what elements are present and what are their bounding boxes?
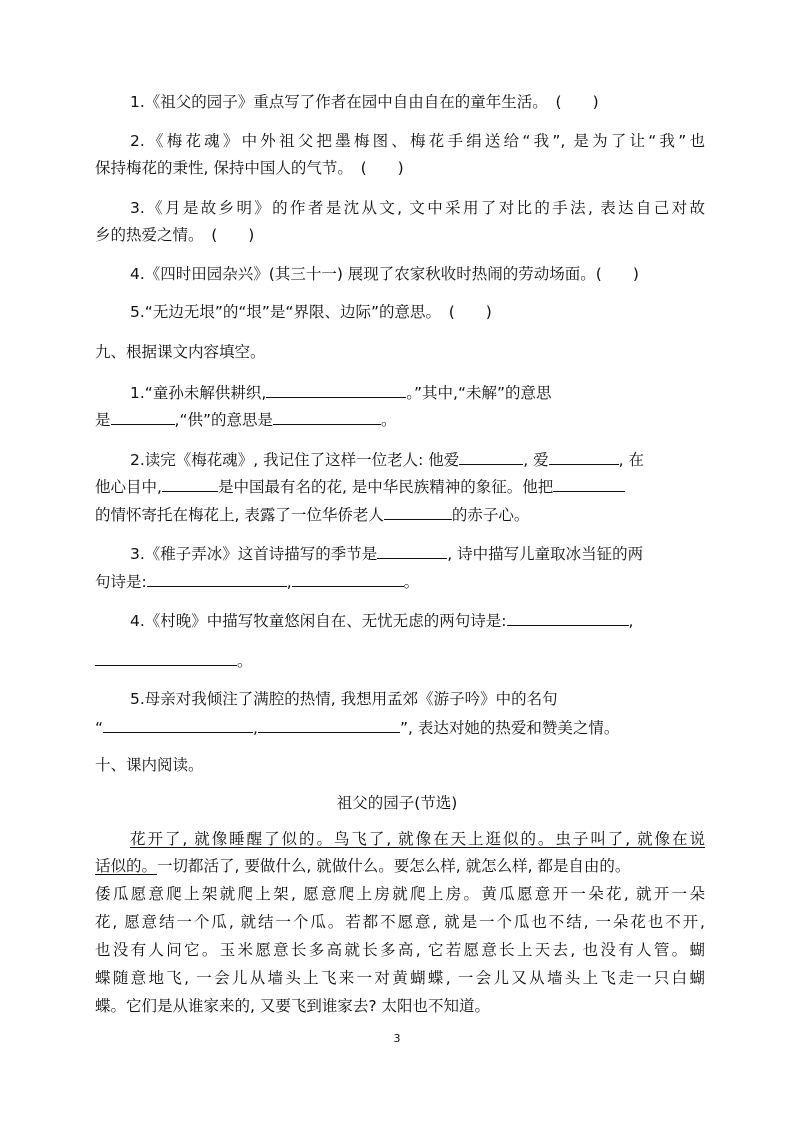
answer-blank[interactable]: [111, 408, 175, 425]
passage-title: 祖父的园子(节选): [336, 794, 458, 812]
page-number: 3: [393, 1032, 401, 1045]
fill-question-4-line2: [95, 649, 705, 671]
fill-text: 的赤子心。: [451, 506, 530, 524]
passage-text: 一切都活了, 要做什么, 就做什么。要怎么样, 就怎么样, 都是自由的。: [157, 857, 631, 875]
fill-question-1-line1: [130, 381, 705, 403]
judge-question-5: 5.“无边无垠”的“垠”是“界限、边际”的意思。 ( ): [130, 303, 492, 321]
judge-question-3-line2: 乡的热爱之情。 ( ): [95, 226, 255, 244]
fill-text: ,: [628, 612, 634, 630]
judge-question-1: 1.《祖父的园子》重点写了作者在园中自由自在的童年生活。 ( ): [130, 93, 599, 111]
fill-text: , 爱: [523, 451, 549, 469]
passage-line-4: 花, 愿意结一个瓜, 就结一个瓜。若都不愿意, 就是一个瓜也不结, 一朵花也不开,: [95, 913, 705, 931]
passage-line-2: [95, 856, 705, 876]
passage-line-7: 蝶。它们是从谁家来的, 又要飞到谁家去? 太阳也不知道。: [95, 997, 491, 1015]
fill-question-1-line2: [95, 408, 705, 430]
fill-text: 是中国最有名的花, 是中华民族精神的象征。他把: [217, 478, 554, 496]
answer-blank[interactable]: [377, 542, 447, 559]
passage-line-1: [130, 829, 705, 849]
fill-text: 他心目中,: [95, 478, 162, 496]
fill-question-2-line1: [130, 448, 705, 470]
passage-line-6: 蝶随意地飞, 一会儿从墙头上飞来一对黄蝴蝶, 一会儿又从墙头上飞走一只白蝴: [95, 969, 705, 987]
fill-question-4-line1: [130, 609, 705, 631]
fill-text: 1.“童孙未解供耕织,: [130, 384, 267, 402]
answer-blank[interactable]: [95, 649, 237, 666]
fill-text: , 在: [618, 451, 645, 469]
answer-blank[interactable]: [103, 716, 253, 733]
answer-blank[interactable]: [549, 448, 619, 465]
passage-underlined: 话似的。: [95, 857, 158, 875]
section-10-heading: 十、课内阅读。: [95, 756, 204, 774]
fill-question-2-line3: [95, 503, 705, 525]
fill-text: 。”其中,“未解”的意思: [406, 384, 552, 402]
fill-text: 3.《稚子弄冰》这首诗描写的季节是: [130, 545, 378, 563]
fill-question-5-line1: 5.母亲对我倾注了满腔的热情, 我想用孟郊《游子吟》中的名句: [130, 690, 558, 708]
answer-blank[interactable]: [553, 475, 625, 492]
fill-text: , 诗中描写儿童取冰当钲的两: [447, 545, 644, 563]
fill-text: 2.读完《梅花魂》, 我记住了这样一位老人: 他爱: [130, 451, 460, 469]
answer-blank[interactable]: [162, 475, 218, 492]
fill-text: 是: [95, 411, 111, 429]
fill-text: ,: [286, 573, 292, 591]
fill-text: ”, 表达对她的热爱和赞美之情。: [399, 719, 620, 737]
fill-text: 。: [403, 573, 420, 591]
answer-blank[interactable]: [384, 503, 452, 520]
judge-question-2-line2: 保持梅花的秉性, 保持中国人的气节。 ( ): [95, 159, 404, 177]
fill-text: ,“供”的意思是: [174, 411, 274, 429]
fill-text: ,: [253, 719, 258, 737]
judge-question-3-line1: 3.《月是故乡明》的作者是沈从文, 文中采用了对比的手法, 表达自己对故: [130, 199, 705, 217]
answer-blank[interactable]: [147, 570, 287, 587]
fill-text: 句诗是:: [95, 573, 147, 591]
fill-text: 。: [381, 411, 397, 429]
answer-blank[interactable]: [273, 408, 381, 425]
fill-text: “: [95, 719, 104, 737]
fill-question-2-line2: [95, 475, 705, 497]
fill-question-5-line2: [95, 716, 705, 738]
judge-question-4: 4.《四时田园杂兴》(其三十一) 展现了农家秋收时热闹的劳动场面。( ): [130, 265, 639, 283]
fill-text: 的情怀寄托在梅花上, 表露了一位华侨老人: [95, 506, 384, 524]
fill-question-3-line1: [130, 542, 705, 564]
fill-text: 4.《村晚》中描写牧童悠闲自在、无忧无虑的两句诗是:: [130, 612, 507, 630]
passage-line-5: 也没有人问它。玉米愿意长多高就长多高, 它若愿意长上天去, 也没有人管。蝴: [95, 941, 705, 959]
answer-blank[interactable]: [266, 381, 406, 398]
judge-question-2-line1: 2.《梅花魂》中外祖父把墨梅图、梅花手绢送给“我”, 是为了让“我”也: [130, 132, 705, 150]
passage-underlined: 花开了, 就像睡醒了似的。鸟飞了, 就像在天上逛似的。虫子叫了, 就像在说: [130, 830, 705, 848]
fill-question-3-line2: [95, 570, 705, 592]
passage-line-3: 倭瓜愿意爬上架就爬上架, 愿意爬上房就爬上房。黄瓜愿意开一朵花, 就开一朵: [95, 885, 705, 903]
answer-blank[interactable]: [292, 570, 404, 587]
answer-blank[interactable]: [459, 448, 523, 465]
answer-blank[interactable]: [507, 609, 629, 626]
fill-text: 。: [237, 652, 253, 670]
answer-blank[interactable]: [258, 716, 400, 733]
section-9-heading: 九、根据课文内容填空。: [95, 343, 266, 361]
